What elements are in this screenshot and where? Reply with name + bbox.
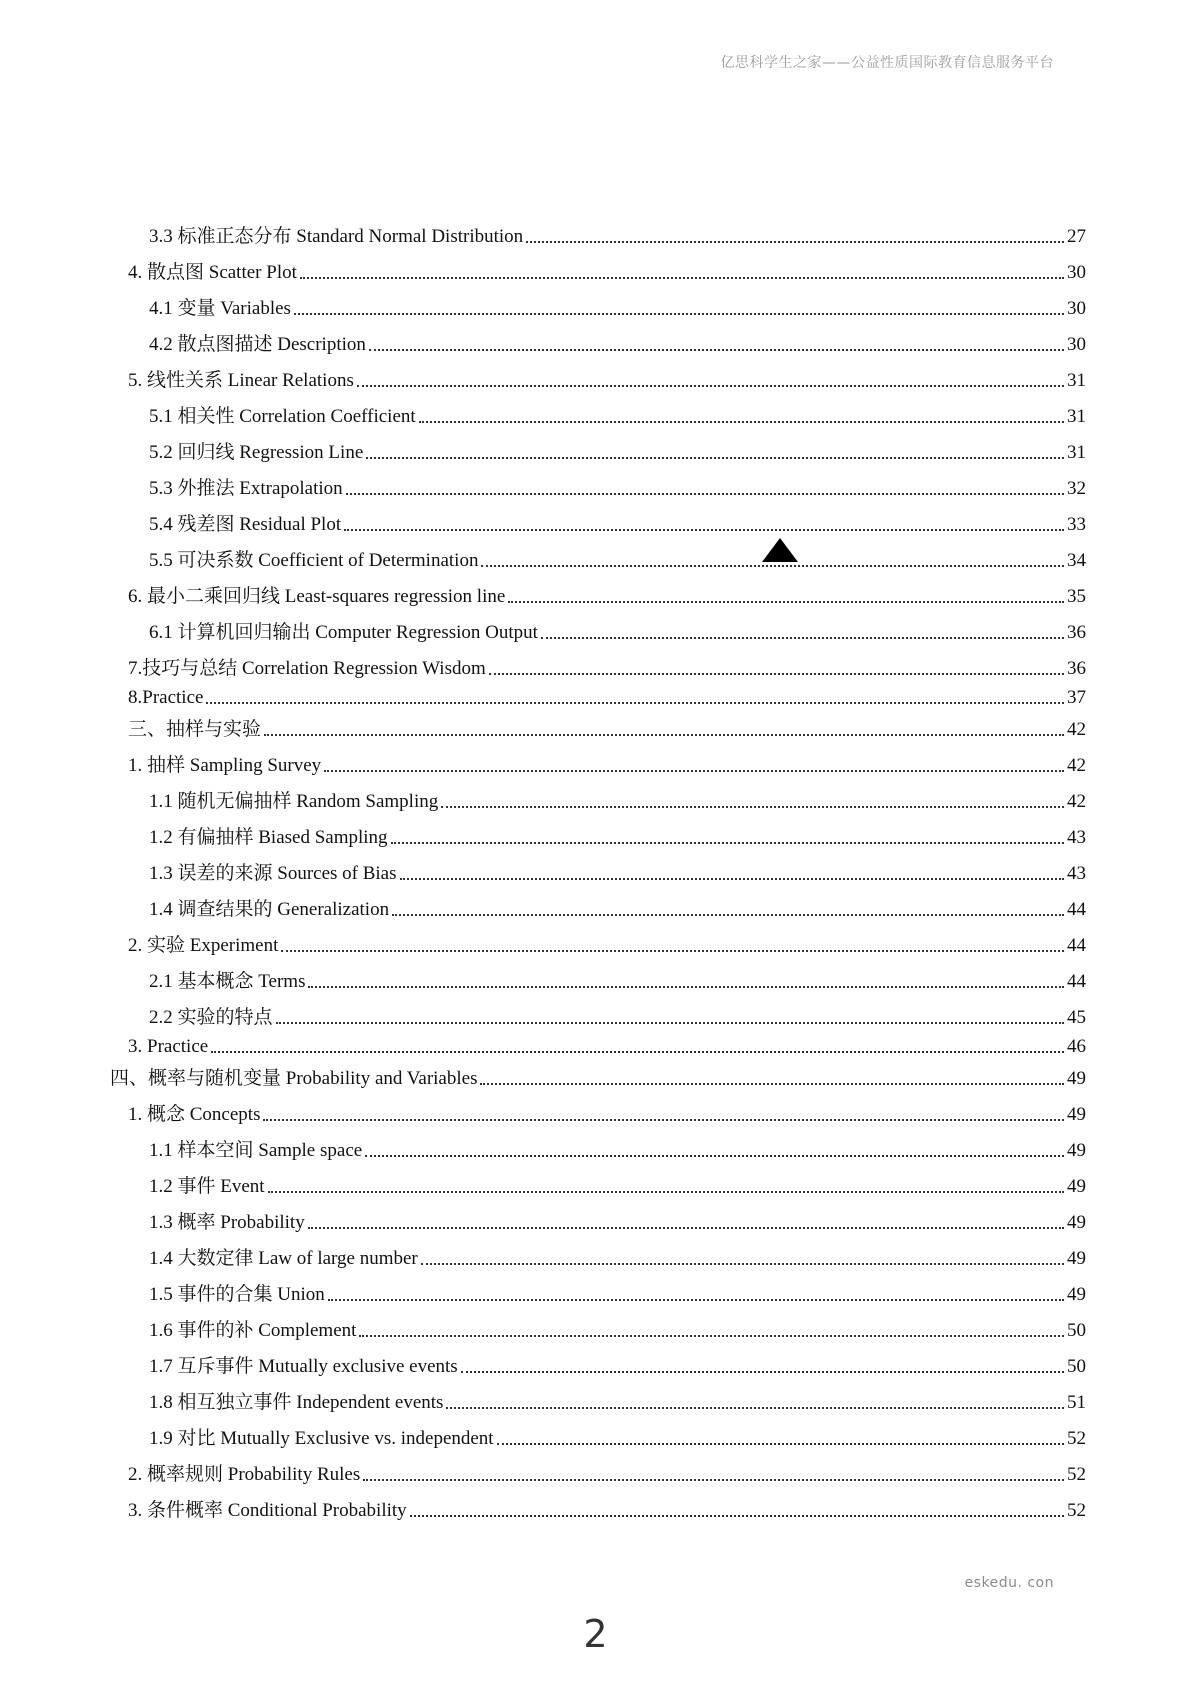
toc-entry-page: 49 bbox=[1067, 1284, 1086, 1305]
toc-entry-title: 4. 散点图 Scatter Plot bbox=[128, 262, 297, 283]
dot-leader bbox=[206, 702, 1064, 704]
toc-entry-title: 1.4 大数定律 Law of large number bbox=[149, 1248, 418, 1269]
toc-entry-title: 2. 实验 Experiment bbox=[128, 935, 279, 956]
toc-entry-page: 49 bbox=[1067, 1068, 1086, 1089]
toc-entry[interactable] bbox=[128, 284, 1086, 320]
toc-entry-page: 46 bbox=[1067, 1036, 1086, 1057]
dot-leader bbox=[308, 986, 1064, 988]
dot-leader bbox=[328, 1299, 1064, 1301]
dot-leader bbox=[392, 914, 1064, 916]
toc-entry-page: 42 bbox=[1067, 755, 1086, 776]
toc-entry-page: 33 bbox=[1067, 514, 1086, 535]
toc-entry[interactable] bbox=[128, 813, 1086, 849]
dot-leader bbox=[541, 637, 1064, 639]
dot-leader bbox=[446, 1407, 1064, 1409]
toc-entry-title: 1.1 随机无偏抽样 Random Sampling bbox=[149, 791, 439, 812]
toc-entry[interactable] bbox=[128, 1162, 1086, 1198]
toc-entry-title: 1.2 有偏抽样 Biased Sampling bbox=[149, 827, 388, 848]
dot-leader bbox=[357, 385, 1064, 387]
toc-entry[interactable] bbox=[128, 644, 1086, 680]
toc-entry-page: 30 bbox=[1067, 262, 1086, 283]
toc-entry-page: 31 bbox=[1067, 442, 1086, 463]
toc-entry[interactable] bbox=[128, 608, 1086, 644]
toc-entry-title: 3. Practice bbox=[128, 1036, 209, 1057]
toc-entry[interactable] bbox=[128, 1234, 1086, 1270]
toc-entry-page: 30 bbox=[1067, 334, 1086, 355]
toc-entry[interactable] bbox=[128, 741, 1086, 777]
toc-entry-title: 3. 条件概率 Conditional Probability bbox=[128, 1500, 407, 1521]
dot-leader bbox=[344, 529, 1064, 531]
toc-entry-page: 49 bbox=[1067, 1104, 1086, 1125]
toc-entry-title: 三、抽样与实验 bbox=[128, 719, 262, 740]
dot-leader bbox=[264, 734, 1064, 736]
toc-entry[interactable] bbox=[128, 212, 1086, 248]
toc-entry-title: 1. 抽样 Sampling Survey bbox=[128, 755, 322, 776]
toc-entry-title: 2.1 基本概念 Terms bbox=[149, 971, 306, 992]
toc-entry-page: 44 bbox=[1067, 935, 1086, 956]
page-number: 2 bbox=[583, 1612, 608, 1656]
footer-site-text: eskedu. con bbox=[964, 1575, 1054, 1591]
dot-leader bbox=[441, 806, 1064, 808]
dot-leader bbox=[281, 950, 1064, 952]
toc-entry-title: 5.4 残差图 Residual Plot bbox=[149, 514, 342, 535]
toc-entry[interactable] bbox=[128, 849, 1086, 885]
toc-entry-title: 6.1 计算机回归输出 Computer Regression Output bbox=[149, 622, 538, 643]
dot-leader bbox=[268, 1191, 1064, 1193]
dot-leader bbox=[211, 1051, 1064, 1053]
toc-entry-title: 1. 概念 Concepts bbox=[128, 1104, 261, 1125]
toc-entry-page: 44 bbox=[1067, 971, 1086, 992]
toc-entry[interactable] bbox=[128, 921, 1086, 957]
toc-entry-page: 42 bbox=[1067, 791, 1086, 812]
toc-entry[interactable] bbox=[128, 536, 1086, 572]
toc-entry[interactable] bbox=[128, 1450, 1086, 1486]
toc-entry[interactable] bbox=[128, 993, 1086, 1029]
table-of-contents bbox=[110, 212, 1086, 1522]
toc-entry-title: 四、概率与随机变量 Probability and Variables bbox=[110, 1068, 478, 1089]
toc-entry-title: 1.2 事件 Event bbox=[149, 1176, 265, 1197]
toc-entry-title: 1.9 对比 Mutually Exclusive vs. independent bbox=[149, 1428, 494, 1449]
dot-leader bbox=[346, 493, 1064, 495]
toc-entry-title: 5. 线性关系 Linear Relations bbox=[128, 370, 354, 391]
toc-entry-page: 45 bbox=[1067, 1007, 1086, 1028]
toc-entry[interactable] bbox=[128, 1126, 1086, 1162]
dot-leader bbox=[508, 601, 1064, 603]
toc-entry-title: 2. 概率规则 Probability Rules bbox=[128, 1464, 361, 1485]
toc-entry-page: 31 bbox=[1067, 370, 1086, 391]
toc-entry-page: 43 bbox=[1067, 863, 1086, 884]
toc-entry[interactable] bbox=[128, 1342, 1086, 1378]
toc-entry-page: 49 bbox=[1067, 1140, 1086, 1161]
toc-entry-title: 1.6 事件的补 Complement bbox=[149, 1320, 357, 1341]
toc-entry-page: 37 bbox=[1067, 687, 1086, 708]
toc-entry-title: 1.1 样本空间 Sample space bbox=[149, 1140, 363, 1161]
dot-leader bbox=[410, 1515, 1064, 1517]
toc-entry[interactable] bbox=[128, 572, 1086, 608]
toc-entry-title: 5.3 外推法 Extrapolation bbox=[149, 478, 343, 499]
dot-leader bbox=[300, 277, 1064, 279]
toc-entry[interactable] bbox=[128, 1198, 1086, 1234]
toc-entry[interactable] bbox=[128, 709, 1086, 741]
toc-entry-title: 4.1 变量 Variables bbox=[149, 298, 291, 319]
dot-leader bbox=[419, 421, 1064, 423]
triangle-marker-icon bbox=[762, 538, 798, 562]
toc-entry-title: 5.5 可决系数 Coefficient of Determination bbox=[149, 550, 479, 571]
toc-entry-page: 49 bbox=[1067, 1212, 1086, 1233]
toc-entry[interactable] bbox=[128, 957, 1086, 993]
dot-leader bbox=[369, 349, 1064, 351]
toc-entry-page: 52 bbox=[1067, 1428, 1086, 1449]
toc-entry-title: 1.8 相互独立事件 Independent events bbox=[149, 1392, 444, 1413]
toc-entry-page: 52 bbox=[1067, 1464, 1086, 1485]
toc-entry-page: 49 bbox=[1067, 1176, 1086, 1197]
toc-entry[interactable] bbox=[128, 1306, 1086, 1342]
dot-leader bbox=[489, 673, 1064, 675]
toc-entry-title: 3.3 标准正态分布 Standard Normal Distribution bbox=[149, 226, 524, 247]
toc-entry[interactable] bbox=[128, 500, 1086, 536]
toc-entry-page: 50 bbox=[1067, 1320, 1086, 1341]
toc-entry-page: 34 bbox=[1067, 550, 1086, 571]
toc-entry-title: 1.3 误差的来源 Sources of Bias bbox=[149, 863, 397, 884]
toc-entry-title: 1.5 事件的合集 Union bbox=[149, 1284, 325, 1305]
dot-leader bbox=[481, 565, 1064, 567]
toc-entry-title: 1.4 调查结果的 Generalization bbox=[149, 899, 390, 920]
toc-entry-page: 43 bbox=[1067, 827, 1086, 848]
dot-leader bbox=[276, 1022, 1064, 1024]
toc-entry[interactable] bbox=[128, 1378, 1086, 1414]
toc-entry-page: 35 bbox=[1067, 586, 1086, 607]
toc-entry-title: 7.技巧与总结 Correlation Regression Wisdom bbox=[128, 658, 486, 679]
toc-entry-title: 8.Practice bbox=[128, 687, 204, 708]
dot-leader bbox=[526, 241, 1064, 243]
toc-entry-page: 50 bbox=[1067, 1356, 1086, 1377]
toc-entry-page: 51 bbox=[1067, 1392, 1086, 1413]
toc-entry-title: 1.3 概率 Probability bbox=[149, 1212, 305, 1233]
toc-entry-page: 44 bbox=[1067, 899, 1086, 920]
dot-leader bbox=[324, 770, 1064, 772]
toc-entry-page: 36 bbox=[1067, 658, 1086, 679]
dot-leader bbox=[359, 1335, 1064, 1337]
toc-entry[interactable] bbox=[128, 885, 1086, 921]
toc-entry-page: 27 bbox=[1067, 226, 1086, 247]
toc-entry-page: 52 bbox=[1067, 1500, 1086, 1521]
dot-leader bbox=[366, 457, 1064, 459]
toc-entry-title: 2.2 实验的特点 bbox=[149, 1007, 273, 1028]
toc-entry[interactable] bbox=[128, 1270, 1086, 1306]
toc-entry[interactable] bbox=[128, 428, 1086, 464]
toc-entry[interactable] bbox=[128, 680, 1086, 709]
toc-entry-page: 49 bbox=[1067, 1248, 1086, 1269]
toc-entry-title: 5.2 回归线 Regression Line bbox=[149, 442, 364, 463]
toc-entry[interactable] bbox=[128, 777, 1086, 813]
toc-entry-page: 42 bbox=[1067, 719, 1086, 740]
toc-entry[interactable] bbox=[128, 464, 1086, 500]
toc-entry[interactable] bbox=[128, 1414, 1086, 1450]
toc-entry[interactable] bbox=[110, 1058, 1086, 1090]
toc-entry[interactable] bbox=[128, 1486, 1086, 1522]
dot-leader bbox=[480, 1083, 1064, 1085]
toc-entry-page: 31 bbox=[1067, 406, 1086, 427]
toc-entry-page: 36 bbox=[1067, 622, 1086, 643]
toc-entry-title: 5.1 相关性 Correlation Coefficient bbox=[149, 406, 416, 427]
toc-entry-page: 30 bbox=[1067, 298, 1086, 319]
page-header: 亿思科学生之家——公益性质国际教育信息服务平台 bbox=[720, 55, 1054, 71]
dot-leader bbox=[400, 878, 1064, 880]
dot-leader bbox=[308, 1227, 1064, 1229]
dot-leader bbox=[365, 1155, 1064, 1157]
toc-entry-page: 32 bbox=[1067, 478, 1086, 499]
toc-entry-title: 1.7 互斥事件 Mutually exclusive events bbox=[149, 1356, 458, 1377]
dot-leader bbox=[421, 1263, 1064, 1265]
dot-leader bbox=[294, 313, 1064, 315]
toc-entry[interactable] bbox=[128, 320, 1086, 356]
toc-entry-title: 6. 最小二乘回归线 Least-squares regression line bbox=[128, 586, 506, 607]
toc-entry[interactable] bbox=[128, 1029, 1086, 1058]
dot-leader bbox=[497, 1443, 1064, 1445]
dot-leader bbox=[461, 1371, 1064, 1373]
dot-leader bbox=[363, 1479, 1064, 1481]
dot-leader bbox=[263, 1119, 1064, 1121]
toc-entry[interactable] bbox=[128, 392, 1086, 428]
toc-entry-title: 4.2 散点图描述 Description bbox=[149, 334, 366, 355]
toc-entry[interactable] bbox=[128, 356, 1086, 392]
dot-leader bbox=[391, 842, 1064, 844]
toc-entry[interactable] bbox=[128, 248, 1086, 284]
toc-entry[interactable] bbox=[128, 1090, 1086, 1126]
